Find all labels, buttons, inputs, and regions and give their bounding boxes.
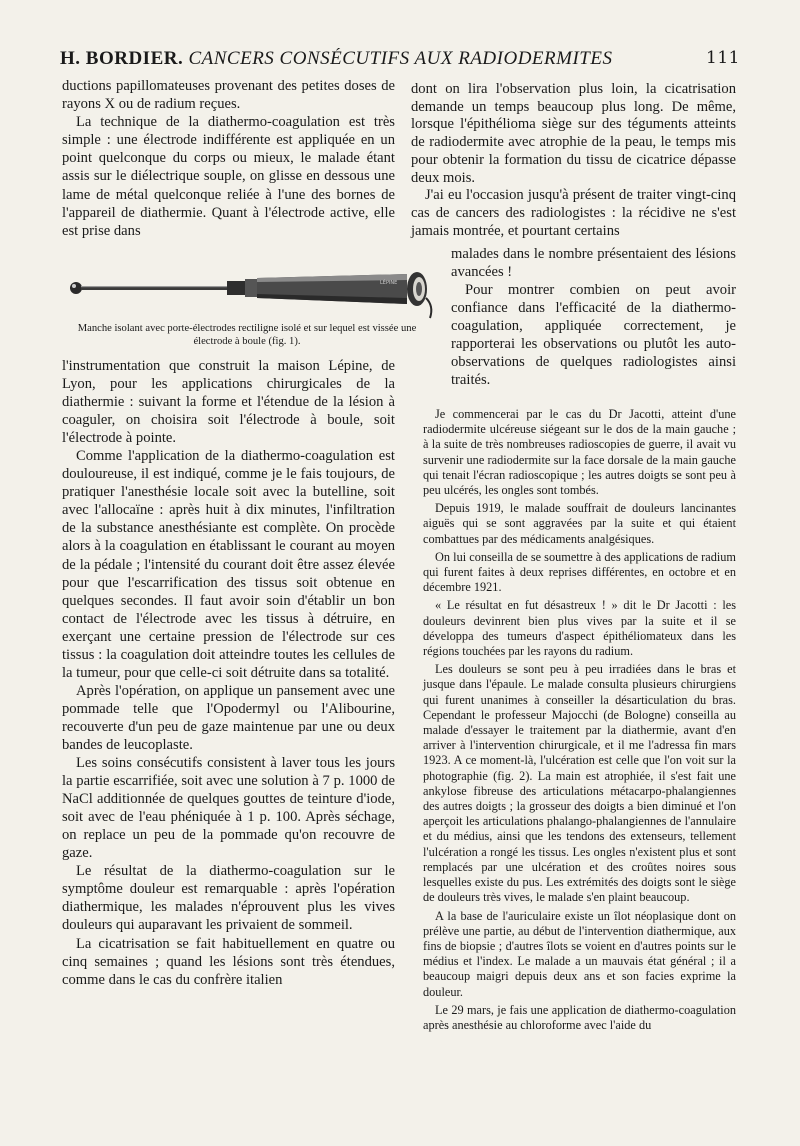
paragraph: Après l'opération, on applique un pansement avec une pommade telle que l'Opodermyl ou l'Alibourine, recouverte d'un peu de gaze maintenue par une ou deux bandes de leucoplaste. [62,682,395,753]
electrode-illustration [62,270,440,322]
running-header [60,48,740,74]
paragraph: Comme l'application de la diathermo-coagulation est douloureuse, il est indiqué, comme je le fais toujours, de pratiquer l'anesthésie locale soit avec la butelline, soit avec l'allocaïne : après huit à dix minutes, l'infiltration de la substance anesthésiante est complète. On procède alors à la coagulation en établissant le courant au moyen de la pédale ; l'intensité du courant doit être assez élevée pour que l'escarrification des tissus soit obtenue en quelques secondes. Il faut avoir soin d'établir un bon contact de l'électrode avec les tissus à détruire, en exerçant une certaine pression de l'électrode sur ces tissus : la coagulation doit atteindre toutes les cellules de la tumeur, pour que celle-ci soit détruite dans sa totalité. [62,448,395,681]
left-column-bottom [62,357,395,989]
paragraph: Le 29 mars, je fais une application de diathermo-coagulation après anesthésie au chloroforme avec l'aide du [423,1002,736,1032]
header-title: CANCERS CONSÉCUTIFS AUX RADIODERMITES [188,48,613,69]
handle-brand-label: LÉPINE [380,280,398,286]
paragraph: Les douleurs se sont peu à peu irradiées dans le bras et jusque dans l'épaule. Le malade consulta plusieurs chirurgiens qui furent unanimes à conseiller la désarticulation du bras. Cependant le professeur Majocchi (de Bologne) conseilla au malade d'essayer le traitement par la diathermie, avant d'en arriver à l'intervention chirurgicale, et il me l'adressa fin mars 1923. A ce moment-là, l'ulcération est celle que l'on voit sur la photographie (fig. 2). La main est atrophiée, il s'est fait une ankylose fibreuse des articulations métacarpo-phalangiennes des autres doigts ; la grosseur des doigts a bien diminué et l'on aperçoit les articulations phalango-phalangiennes de l'annulaire et du médius, ainsi que les tendons des extenseurs, tellement l'ulcération a rongé les tissus. Les ongles n'existent plus et sont remplacés par une ulcération et des croûtes noires sous lesquelles existe du pus. Les extrémités des doigts sont le siège de douleurs très vives, le malade s'en plaint beaucoup. [423,662,736,905]
paragraph: Je commencerai par le cas du Dr Jacotti, atteint d'une radiodermite ulcéreuse siégeant sur le dos de la main gauche ; à la suite de très nombreuses radioscopies de guerre, il avait vu survenir une radiodermite sur la face dorsale de la main gauche qui tenait l'écran radioscopique ; les autres doigts se sont peu à peu ulcérés, les ongles sont tombés. [423,407,736,498]
paragraph: On lui conseilla de se soumettre à des applications de radium qui furent faites à deux reprises différentes, en octobre et en décembre 1921. [423,549,736,595]
paragraph: « Le résultat en fut désastreux ! » dit le Dr Jacotti : les douleurs devinrent bien plus vives par la suite et il se développa des tumeurs d'aspect épithéliomateux dans les régions touchées par les rayons du radium. [423,598,736,659]
figure-caption: Manche isolant avec porte-électrodes rectiligne isolé et sur lequel est vissée une électrode à boule (fig. 1). [77,323,417,347]
page-number: 111 [706,48,740,68]
paragraph: ductions papillomateuses provenant des petites doses de rayons X ou de radium reçues. [62,78,395,113]
left-column-top [62,77,395,240]
paragraph: Les soins consécutifs consistent à laver tous les jours la partie escarrifiée, soit avec une solution à 7 p. 1000 de NaCl additionnée de quelques gouttes de teinture d'iode, soit avec de l'eau phéniquée à 1 p. 100. Après séchage, on replace un peu de la pommade qu'on recouvre de gaze. [62,755,395,862]
figure-electrode-handle [62,270,440,330]
right-column-observation [423,407,736,1033]
paragraph: La cicatrisation se fait habituellement en quatre ou cinq semaines ; quand les lésions sont très étendues, comme dans le cas du confrère italien [62,935,395,988]
paragraph: La technique de la diathermo-coagulation est très simple : une électrode indifférente est appliquée en un point quelconque du corps ou mieux, le malade étant assis sur le diélectrique souple, on glisse en dessous une lame de métal quelconque reliée à l'une des bornes de l'appareil de diathermie. Quant à l'électrode active, elle est prise dans [62,114,395,239]
paragraph: Depuis 1919, le malade souffrait de douleurs lancinantes aiguës qui se sont aggravées par la suite et qui étaient combattues par des médicaments analgésiques. [423,501,736,546]
right-column-wrap [451,245,736,389]
paragraph: malades dans le nombre présentaient des lésions avancées ! [451,246,736,280]
paragraph: J'ai eu l'occasion jusqu'à présent de traiter vingt-cinq cas de cancers des radiologistes : la récidive ne s'est jamais montrée, et pourtant certains [411,187,736,239]
paragraph: dont on lira l'observation plus loin, la cicatrisation demande un temps beaucoup plus long. De même, lorsque l'épithélioma siège sur des téguments atteints de radiodermite avec atrophie de la peau, le temps mis pour obtenir la formation du tissu de cicatrice dépasse deux mois. [411,81,736,186]
header-author: H. BORDIER. [60,48,184,69]
paragraph: Pour montrer combien on peut avoir confiance dans l'efficacité de la diathermo-coagulation, appliquée correctement, je rapporterai les observations ou plutôt les auto-observations de quelques radiologistes ainsi traités. [451,282,736,388]
paragraph: Le résultat de la diathermo-coagulation sur le symptôme douleur est remarquable : après l'opération diathermique, les malades n'éprouvent plus les vives douleurs qui auparavant les privaient de sommeil. [62,863,395,934]
paragraph: A la base de l'auriculaire existe un îlot néoplasique dont on prélève une partie, au début de l'intervention diathermique, aux fins de biopsie ; d'autres îlots se voient en d'autres points sur le médius et l'index. Le malade a un mauvais état général ; il a beaucoup maigri depuis deux ans et son facies exprime la douleur. [423,908,736,999]
paragraph: l'instrumentation que construit la maison Lépine, de Lyon, pour les applications chirurgicales de la diathermie : suivant la forme et l'étendue de la lésion à coaguler, on choisira soit l'électrode à boule, soit l'électrode à pointe. [62,358,395,447]
right-column-top [411,81,736,240]
